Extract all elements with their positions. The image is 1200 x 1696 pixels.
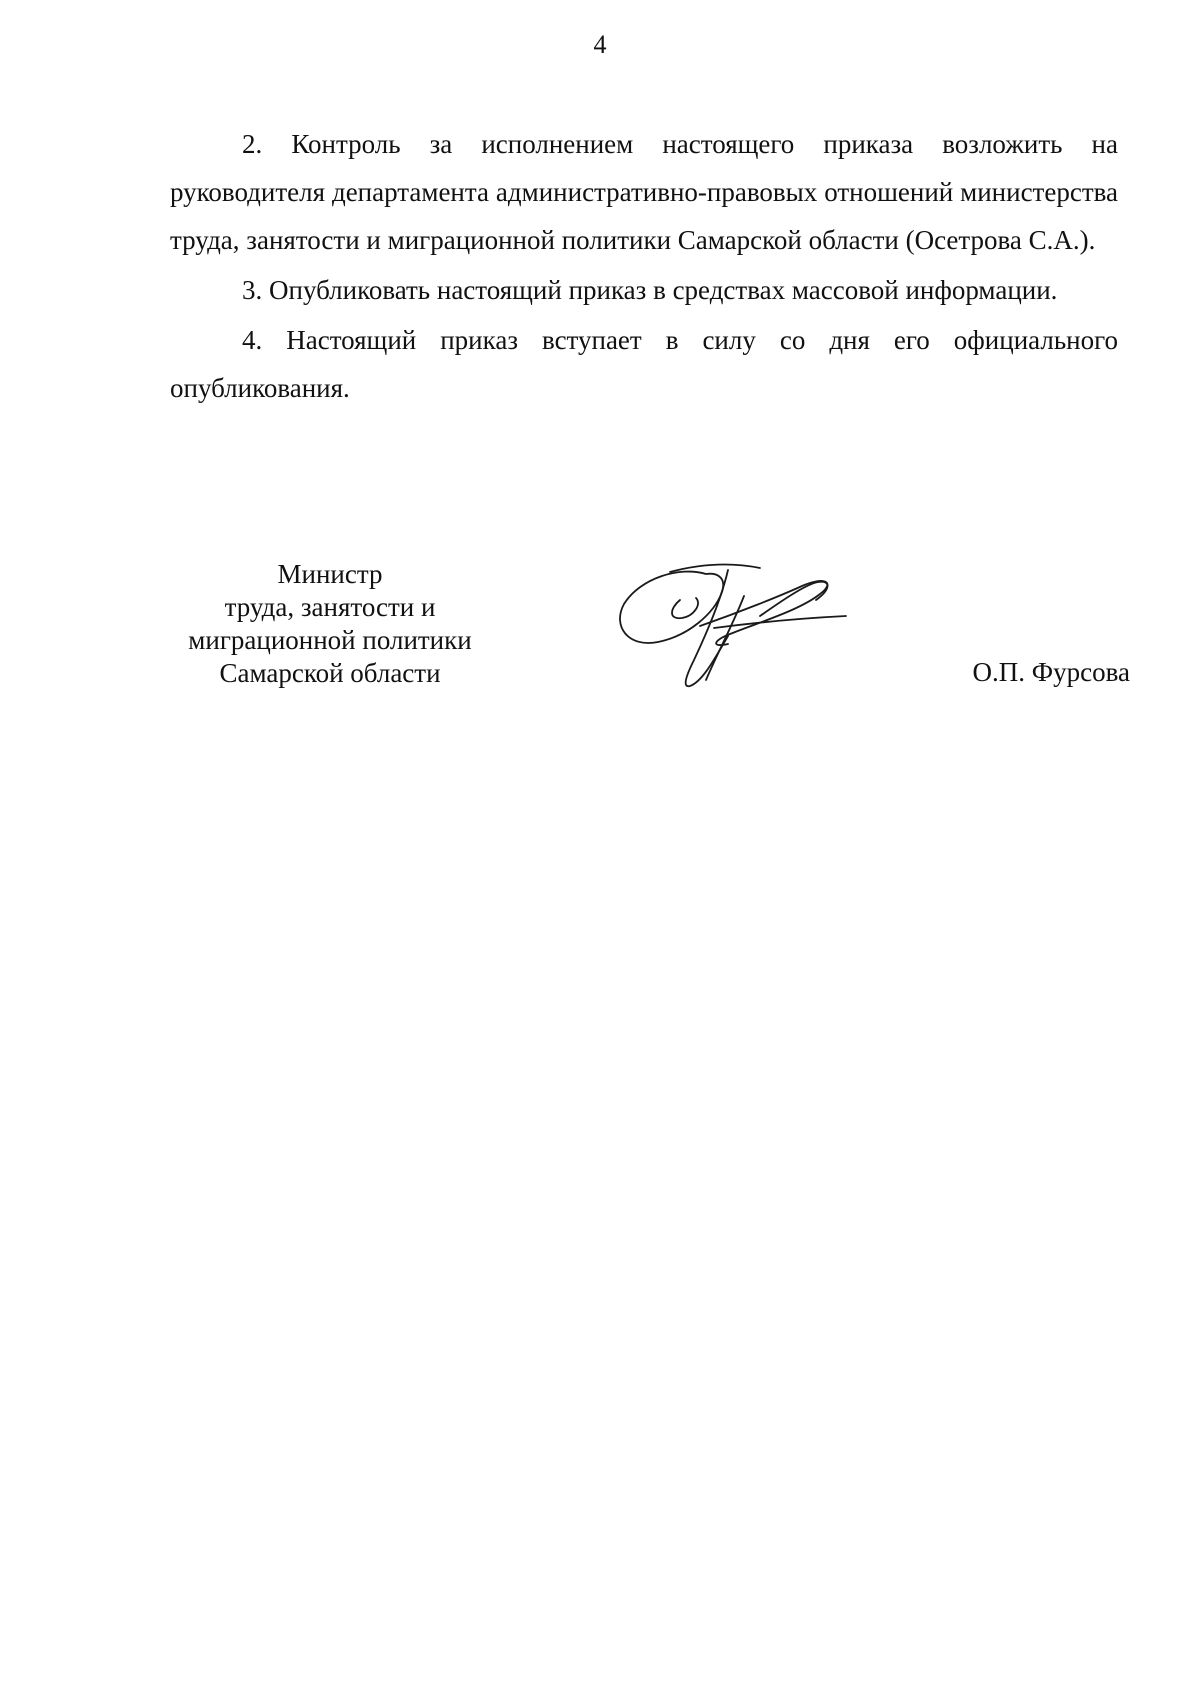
signer-name: О.П. Фурсова [972,657,1130,687]
paragraph-control: 2. Контроль за исполнением настоящего приказа возложить на руководителя департамента административно-правовых отношений министерства труда, занятости и миграционной политики Самарской области (Осетрова С.А.). [170,129,1118,255]
page-number: 4 [593,30,607,59]
document-body [170,120,1118,414]
position-line: труда, занятости и [224,592,436,622]
position-line: Министр [277,559,383,589]
paragraph-effective-date: 4. Настоящий приказ вступает в силу со дня его официального опубликования. [170,325,1118,403]
handwritten-signature [610,556,870,696]
signer-position [170,558,490,690]
position-line: миграционной политики [188,625,472,655]
paragraph-publish: 3. Опубликовать настоящий приказ в средствах массовой информации. [242,275,1058,305]
position-line: Самарской области [219,658,441,688]
signature-block [170,558,1130,718]
